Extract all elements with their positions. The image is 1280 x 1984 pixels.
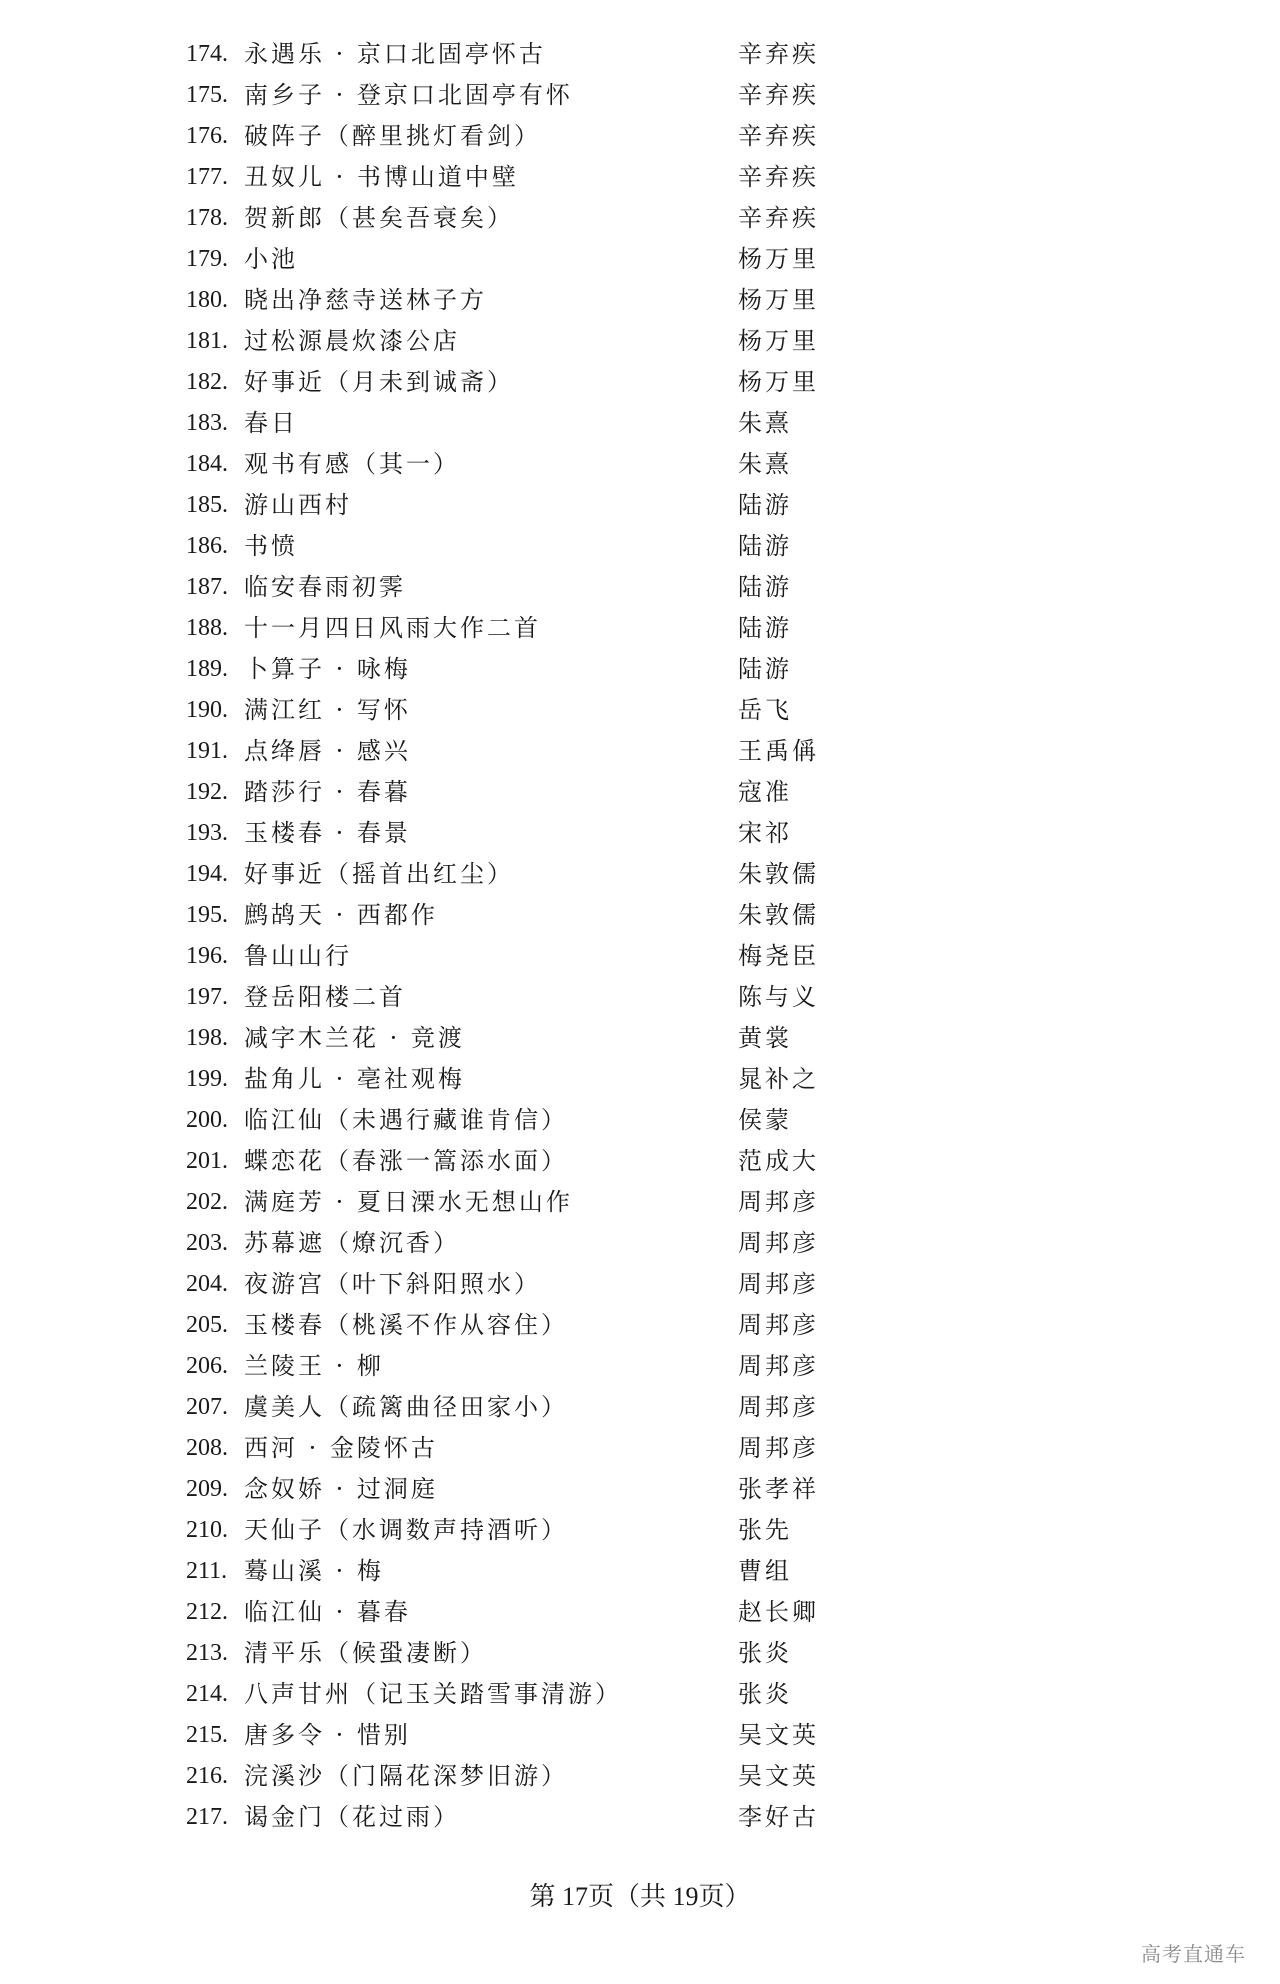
poem-author: 张炎 [738,1680,792,1708]
poem-author: 侯蒙 [738,1106,792,1134]
entry-number: 191. [186,738,228,764]
list-item [186,649,886,690]
entry-number: 202. [186,1189,228,1215]
poem-author: 周邦彦 [738,1188,819,1216]
poem-title: 谒金门（花过雨） [244,1803,460,1831]
poem-author: 陆游 [738,614,792,642]
entry-number: 203. [186,1230,228,1256]
poem-title: 永遇乐 · 京口北固亭怀古 [244,40,546,68]
poem-title: 蝶恋花（春涨一篙添水面） [244,1147,568,1175]
list-item [186,34,886,75]
poem-author: 寇准 [738,778,792,806]
poem-title: 唐多令 · 惜别 [244,1721,411,1749]
poem-author: 张先 [738,1516,792,1544]
poem-author: 辛弃疾 [738,163,819,191]
poem-title: 临江仙（未遇行藏谁肯信） [244,1106,568,1134]
entry-number: 186. [186,533,228,559]
entry-number: 209. [186,1476,228,1502]
poem-author: 杨万里 [738,245,819,273]
entry-number: 176. [186,123,228,149]
list-item [186,813,886,854]
entry-number: 200. [186,1107,228,1133]
poem-title: 十一月四日风雨大作二首 [244,614,541,642]
list-item [186,567,886,608]
entry-number: 175. [186,82,228,108]
entry-number: 188. [186,615,228,641]
poem-author: 王禹偁 [738,737,819,765]
poem-author: 杨万里 [738,286,819,314]
poem-author: 朱敦儒 [738,860,819,888]
poem-author: 晁补之 [738,1065,819,1093]
entry-number: 199. [186,1066,228,1092]
list-item [186,608,886,649]
poem-title: 念奴娇 · 过洞庭 [244,1475,438,1503]
poem-author: 朱敦儒 [738,901,819,929]
poem-author: 赵长卿 [738,1598,819,1626]
entry-number: 205. [186,1312,228,1338]
entry-number: 178. [186,205,228,231]
poem-title: 盐角儿 · 亳社观梅 [244,1065,465,1093]
poem-author: 周邦彦 [738,1434,819,1462]
entry-number: 182. [186,369,228,395]
entry-number: 179. [186,246,228,272]
poem-title: 浣溪沙（门隔花深梦旧游） [244,1762,568,1790]
poem-author: 周邦彦 [738,1270,819,1298]
list-item [186,1428,886,1469]
poem-title: 春日 [244,409,298,437]
poem-author: 黄裳 [738,1024,792,1052]
poem-author: 范成大 [738,1147,819,1175]
entry-number: 217. [186,1804,228,1830]
poem-list [186,34,886,1838]
poem-title: 虞美人（疏篱曲径田家小） [244,1393,568,1421]
poem-author: 杨万里 [738,368,819,396]
list-item [186,444,886,485]
entry-number: 180. [186,287,228,313]
list-item [186,1674,886,1715]
poem-title: 丑奴儿 · 书博山道中壁 [244,163,519,191]
list-item [186,1469,886,1510]
poem-author: 陆游 [738,573,792,601]
list-item [186,116,886,157]
poem-author: 周邦彦 [738,1352,819,1380]
poem-title: 好事近（月未到诚斋） [244,368,514,396]
entry-number: 174. [186,41,228,67]
poem-author: 李好古 [738,1803,819,1831]
poem-title: 点绛唇 · 感兴 [244,737,411,765]
entry-number: 215. [186,1722,228,1748]
poem-author: 朱熹 [738,450,792,478]
poem-author: 周邦彦 [738,1311,819,1339]
poem-title: 鹧鸪天 · 西都作 [244,901,438,929]
entry-number: 195. [186,902,228,928]
poem-title: 南乡子 · 登京口北固亭有怀 [244,81,573,109]
poem-title: 观书有感（其一） [244,450,460,478]
entry-number: 181. [186,328,228,354]
list-item [186,362,886,403]
poem-title: 清平乐（候蛩凄断） [244,1639,487,1667]
list-item [186,772,886,813]
poem-author: 岳飞 [738,696,792,724]
poem-title: 卜算子 · 咏梅 [244,655,411,683]
poem-author: 张炎 [738,1639,792,1667]
poem-title: 蓦山溪 · 梅 [244,1557,384,1585]
poem-title: 游山西村 [244,491,352,519]
entry-number: 190. [186,697,228,723]
list-item [186,1346,886,1387]
list-item [186,239,886,280]
entry-number: 198. [186,1025,228,1051]
page-footer: 第 17页（共 19页） [529,1882,751,1911]
poem-author: 辛弃疾 [738,81,819,109]
entry-number: 197. [186,984,228,1010]
list-item [186,1387,886,1428]
list-item [186,1510,886,1551]
entry-number: 184. [186,451,228,477]
poem-title: 满江红 · 写怀 [244,696,411,724]
poem-author: 杨万里 [738,327,819,355]
poem-title: 满庭芳 · 夏日溧水无想山作 [244,1188,573,1216]
list-item [186,1182,886,1223]
entry-number: 214. [186,1681,228,1707]
poem-title: 苏幕遮（燎沉香） [244,1229,460,1257]
poem-title: 夜游宫（叶下斜阳照水） [244,1270,541,1298]
list-item [186,403,886,444]
list-item [186,1305,886,1346]
list-item [186,1592,886,1633]
poem-author: 朱熹 [738,409,792,437]
poem-author: 陆游 [738,655,792,683]
entry-number: 201. [186,1148,228,1174]
entry-number: 213. [186,1640,228,1666]
poem-author: 辛弃疾 [738,40,819,68]
entry-number: 177. [186,164,228,190]
poem-title: 过松源晨炊漆公店 [244,327,460,355]
poem-author: 辛弃疾 [738,122,819,150]
list-item [186,1551,886,1592]
entry-number: 212. [186,1599,228,1625]
entry-number: 185. [186,492,228,518]
entry-number: 192. [186,779,228,805]
list-item [186,1264,886,1305]
list-item [186,854,886,895]
poem-title: 好事近（摇首出红尘） [244,860,514,888]
entry-number: 207. [186,1394,228,1420]
poem-author: 辛弃疾 [738,204,819,232]
list-item [186,485,886,526]
poem-title: 玉楼春（桃溪不作从容住） [244,1311,568,1339]
poem-author: 陈与义 [738,983,819,1011]
watermark: 高考直通车 [1141,1942,1246,1966]
list-item [186,1223,886,1264]
entry-number: 204. [186,1271,228,1297]
list-item [186,690,886,731]
poem-author: 梅尧臣 [738,942,819,970]
poem-title: 玉楼春 · 春景 [244,819,411,847]
list-item [186,1797,886,1838]
poem-author: 曹组 [738,1557,792,1585]
list-item [186,1018,886,1059]
entry-number: 211. [186,1558,228,1584]
poem-title: 天仙子（水调数声持酒听） [244,1516,568,1544]
poem-title: 西河 · 金陵怀古 [244,1434,438,1462]
poem-author: 张孝祥 [738,1475,819,1503]
poem-title: 兰陵王 · 柳 [244,1352,384,1380]
list-item [186,280,886,321]
list-item [186,157,886,198]
poem-author: 陆游 [738,491,792,519]
list-item [186,895,886,936]
list-item [186,1633,886,1674]
entry-number: 210. [186,1517,228,1543]
entry-number: 183. [186,410,228,436]
poem-author: 吴文英 [738,1762,819,1790]
poem-title: 八声甘州（记玉关踏雪事清游） [244,1680,622,1708]
entry-number: 193. [186,820,228,846]
poem-title: 小池 [244,245,298,273]
list-item [186,1756,886,1797]
poem-author: 吴文英 [738,1721,819,1749]
poem-author: 周邦彦 [738,1393,819,1421]
poem-author: 周邦彦 [738,1229,819,1257]
poem-title: 临江仙 · 暮春 [244,1598,411,1626]
list-item [186,977,886,1018]
list-item [186,75,886,116]
list-item [186,1141,886,1182]
list-item [186,526,886,567]
poem-title: 临安春雨初霁 [244,573,406,601]
entry-number: 189. [186,656,228,682]
entry-number: 194. [186,861,228,887]
entry-number: 206. [186,1353,228,1379]
poem-title: 减字木兰花 · 竞渡 [244,1024,465,1052]
poem-title: 踏莎行 · 春暮 [244,778,411,806]
poem-title: 晓出净慈寺送林子方 [244,286,487,314]
poem-title: 贺新郎（甚矣吾衰矣） [244,204,514,232]
list-item [186,1059,886,1100]
poem-title: 登岳阳楼二首 [244,983,406,1011]
list-item [186,1100,886,1141]
poem-author: 宋祁 [738,819,792,847]
entry-number: 187. [186,574,228,600]
poem-title: 书愤 [244,532,298,560]
poem-title: 鲁山山行 [244,942,352,970]
list-item [186,936,886,977]
list-item [186,731,886,772]
entry-number: 216. [186,1763,228,1789]
list-item [186,1715,886,1756]
list-item [186,321,886,362]
poem-title: 破阵子（醉里挑灯看剑） [244,122,541,150]
list-item [186,198,886,239]
entry-number: 196. [186,943,228,969]
poem-author: 陆游 [738,532,792,560]
entry-number: 208. [186,1435,228,1461]
